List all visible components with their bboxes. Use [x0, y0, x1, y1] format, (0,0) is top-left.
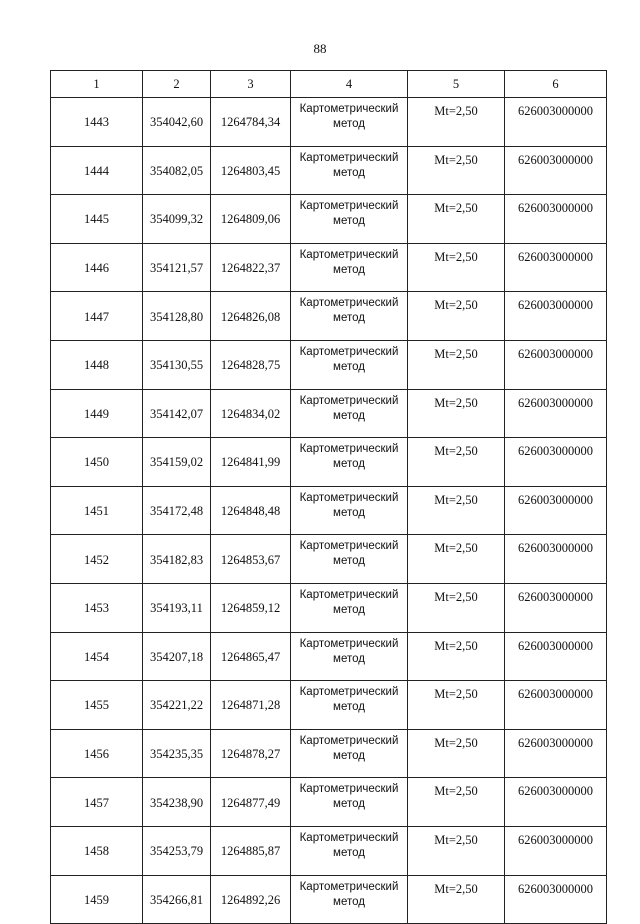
point-number-cell: 1445 — [51, 195, 143, 244]
x-coordinate-cell: 354082,05 — [143, 146, 211, 195]
table-row — [51, 243, 607, 292]
x-coordinate-cell: 354182,83 — [143, 535, 211, 584]
y-coordinate-cell: 1264877,49 — [211, 778, 291, 827]
table-row — [51, 535, 607, 584]
method-cell: Картометрический метод — [291, 778, 408, 827]
table-row — [51, 292, 607, 341]
table-row — [51, 195, 607, 244]
accuracy-cell: Mt=2,50 — [408, 681, 505, 730]
point-number-cell: 1451 — [51, 486, 143, 535]
method-cell: Картометрический метод — [291, 681, 408, 730]
y-coordinate-cell: 1264859,12 — [211, 583, 291, 632]
y-coordinate-cell: 1264834,02 — [211, 389, 291, 438]
table-row — [51, 729, 607, 778]
accuracy-cell: Mt=2,50 — [408, 389, 505, 438]
accuracy-cell: Mt=2,50 — [408, 875, 505, 924]
accuracy-cell: Mt=2,50 — [408, 292, 505, 341]
accuracy-cell: Mt=2,50 — [408, 98, 505, 147]
code-cell: 626003000000 — [505, 438, 607, 487]
method-cell: Картометрический метод — [291, 583, 408, 632]
method-cell: Картометрический метод — [291, 729, 408, 778]
method-cell: Картометрический метод — [291, 486, 408, 535]
code-cell: 626003000000 — [505, 389, 607, 438]
x-coordinate-cell: 354207,18 — [143, 632, 211, 681]
y-coordinate-cell: 1264892,26 — [211, 875, 291, 924]
code-cell: 626003000000 — [505, 875, 607, 924]
code-cell: 626003000000 — [505, 826, 607, 875]
method-cell: Картометрический метод — [291, 826, 408, 875]
accuracy-cell: Mt=2,50 — [408, 583, 505, 632]
table-row — [51, 632, 607, 681]
x-coordinate-cell: 354221,22 — [143, 681, 211, 730]
header-cell-1: 1 — [51, 71, 143, 98]
accuracy-cell: Mt=2,50 — [408, 486, 505, 535]
code-cell: 626003000000 — [505, 292, 607, 341]
code-cell: 626003000000 — [505, 243, 607, 292]
accuracy-cell: Mt=2,50 — [408, 340, 505, 389]
coordinates-table — [50, 70, 607, 924]
accuracy-cell: Mt=2,50 — [408, 535, 505, 584]
point-number-cell: 1458 — [51, 826, 143, 875]
point-number-cell: 1444 — [51, 146, 143, 195]
header-cell-4: 4 — [291, 71, 408, 98]
code-cell: 626003000000 — [505, 486, 607, 535]
page-number: 88 — [313, 41, 327, 56]
accuracy-cell: Mt=2,50 — [408, 778, 505, 827]
x-coordinate-cell: 354238,90 — [143, 778, 211, 827]
method-cell: Картометрический метод — [291, 389, 408, 438]
x-coordinate-cell: 354121,57 — [143, 243, 211, 292]
point-number-cell: 1450 — [51, 438, 143, 487]
method-cell: Картометрический метод — [291, 195, 408, 244]
y-coordinate-cell: 1264865,47 — [211, 632, 291, 681]
header-cell-6: 6 — [505, 71, 607, 98]
method-cell: Картометрический метод — [291, 438, 408, 487]
header-row — [51, 71, 607, 98]
accuracy-cell: Mt=2,50 — [408, 438, 505, 487]
method-cell: Картометрический метод — [291, 146, 408, 195]
point-number-cell: 1443 — [51, 98, 143, 147]
table-body — [51, 98, 607, 924]
method-cell: Картометрический метод — [291, 243, 408, 292]
header-cell-5: 5 — [408, 71, 505, 98]
table-row — [51, 438, 607, 487]
point-number-cell: 1449 — [51, 389, 143, 438]
accuracy-cell: Mt=2,50 — [408, 826, 505, 875]
code-cell: 626003000000 — [505, 195, 607, 244]
point-number-cell: 1459 — [51, 875, 143, 924]
y-coordinate-cell: 1264841,99 — [211, 438, 291, 487]
method-cell: Картометрический метод — [291, 292, 408, 341]
code-cell: 626003000000 — [505, 98, 607, 147]
y-coordinate-cell: 1264803,45 — [211, 146, 291, 195]
code-cell: 626003000000 — [505, 340, 607, 389]
code-cell: 626003000000 — [505, 583, 607, 632]
y-coordinate-cell: 1264822,37 — [211, 243, 291, 292]
point-number-cell: 1448 — [51, 340, 143, 389]
y-coordinate-cell: 1264848,48 — [211, 486, 291, 535]
table-row — [51, 389, 607, 438]
method-cell: Картометрический метод — [291, 340, 408, 389]
accuracy-cell: Mt=2,50 — [408, 195, 505, 244]
method-cell: Картометрический метод — [291, 535, 408, 584]
x-coordinate-cell: 354172,48 — [143, 486, 211, 535]
code-cell: 626003000000 — [505, 729, 607, 778]
header-cell-2: 2 — [143, 71, 211, 98]
code-cell: 626003000000 — [505, 681, 607, 730]
point-number-cell: 1447 — [51, 292, 143, 341]
table-row — [51, 875, 607, 924]
point-number-cell: 1457 — [51, 778, 143, 827]
x-coordinate-cell: 354193,11 — [143, 583, 211, 632]
code-cell: 626003000000 — [505, 778, 607, 827]
method-cell: Картометрический метод — [291, 98, 408, 147]
x-coordinate-cell: 354142,07 — [143, 389, 211, 438]
x-coordinate-cell: 354099,32 — [143, 195, 211, 244]
table-row — [51, 340, 607, 389]
y-coordinate-cell: 1264809,06 — [211, 195, 291, 244]
table-row — [51, 681, 607, 730]
x-coordinate-cell: 354159,02 — [143, 438, 211, 487]
accuracy-cell: Mt=2,50 — [408, 146, 505, 195]
table-row — [51, 486, 607, 535]
x-coordinate-cell: 354266,81 — [143, 875, 211, 924]
x-coordinate-cell: 354042,60 — [143, 98, 211, 147]
method-cell: Картометрический метод — [291, 875, 408, 924]
table-row — [51, 98, 607, 147]
y-coordinate-cell: 1264878,27 — [211, 729, 291, 778]
y-coordinate-cell: 1264853,67 — [211, 535, 291, 584]
table-header — [51, 71, 607, 98]
y-coordinate-cell: 1264885,87 — [211, 826, 291, 875]
point-number-cell: 1453 — [51, 583, 143, 632]
code-cell: 626003000000 — [505, 535, 607, 584]
header-cell-3: 3 — [211, 71, 291, 98]
method-cell: Картометрический метод — [291, 632, 408, 681]
accuracy-cell: Mt=2,50 — [408, 243, 505, 292]
y-coordinate-cell: 1264784,34 — [211, 98, 291, 147]
point-number-cell: 1446 — [51, 243, 143, 292]
accuracy-cell: Mt=2,50 — [408, 632, 505, 681]
x-coordinate-cell: 354130,55 — [143, 340, 211, 389]
x-coordinate-cell: 354128,80 — [143, 292, 211, 341]
y-coordinate-cell: 1264828,75 — [211, 340, 291, 389]
y-coordinate-cell: 1264871,28 — [211, 681, 291, 730]
code-cell: 626003000000 — [505, 632, 607, 681]
table-row — [51, 826, 607, 875]
point-number-cell: 1456 — [51, 729, 143, 778]
accuracy-cell: Mt=2,50 — [408, 729, 505, 778]
table-row — [51, 146, 607, 195]
x-coordinate-cell: 354253,79 — [143, 826, 211, 875]
y-coordinate-cell: 1264826,08 — [211, 292, 291, 341]
table-row — [51, 778, 607, 827]
table-row — [51, 583, 607, 632]
point-number-cell: 1452 — [51, 535, 143, 584]
x-coordinate-cell: 354235,35 — [143, 729, 211, 778]
point-number-cell: 1454 — [51, 632, 143, 681]
point-number-cell: 1455 — [51, 681, 143, 730]
code-cell: 626003000000 — [505, 146, 607, 195]
